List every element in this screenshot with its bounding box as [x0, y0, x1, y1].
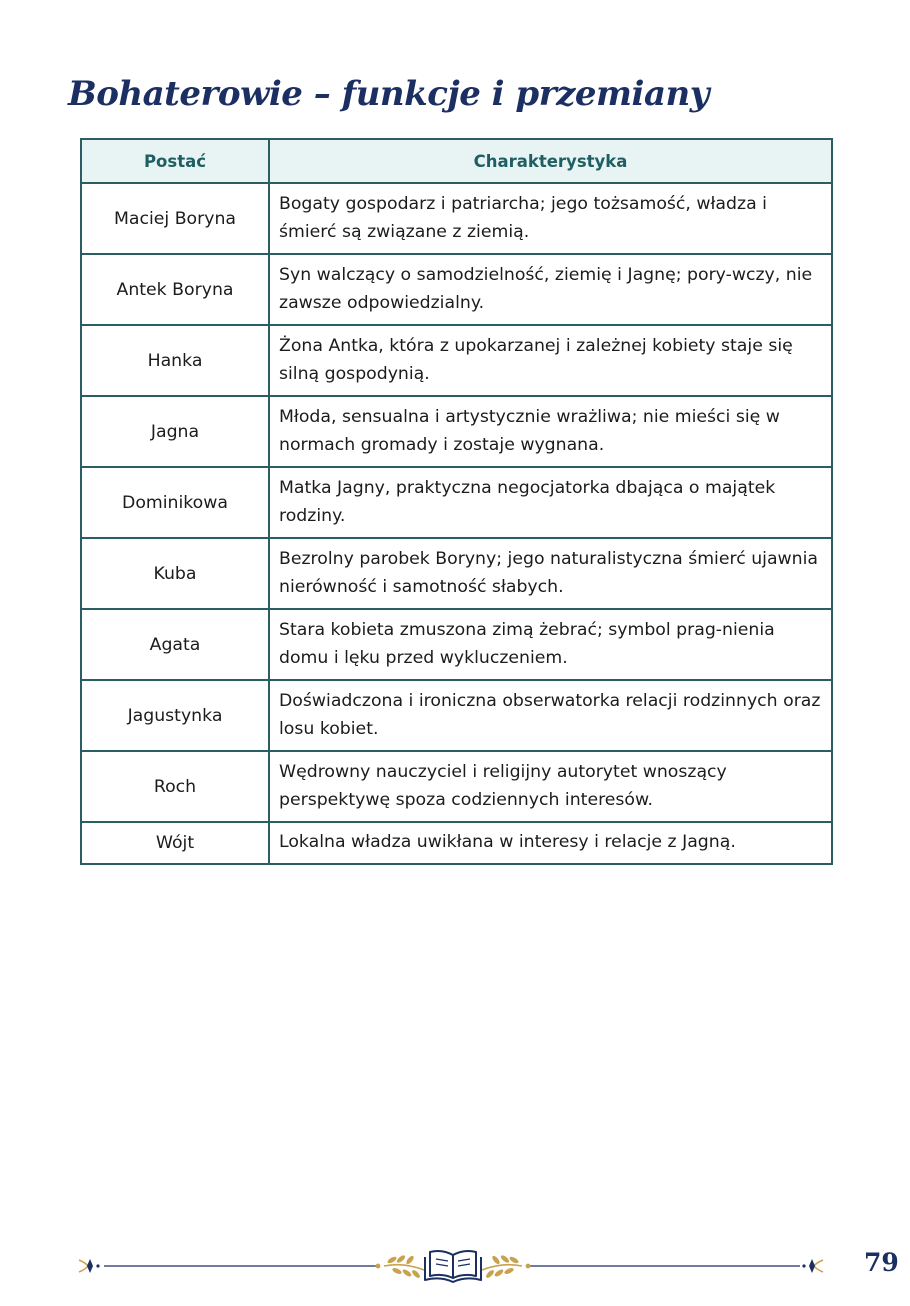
character-name: Roch: [81, 751, 269, 822]
character-description: Matka Jagny, praktyczna negocjatorka dbająca o majątek rodziny.: [269, 467, 832, 538]
table-row: [81, 538, 832, 609]
open-book-icon: [425, 1251, 481, 1282]
page-title: Bohaterowie – funkcje i przemiany: [68, 74, 709, 114]
character-name: Jagna: [81, 396, 269, 467]
table-row: [81, 325, 832, 396]
table-row: [81, 822, 832, 864]
character-name: Maciej Boryna: [81, 183, 269, 254]
character-description: Stara kobieta zmuszona zimą żebrać; symbol prag-nienia domu i lęku przed wykluczeniem.: [269, 609, 832, 680]
character-description: Żona Antka, która z upokarzanej i zależnej kobiety staje się silną gospodynią.: [269, 325, 832, 396]
character-name: Agata: [81, 609, 269, 680]
character-name: Antek Boryna: [81, 254, 269, 325]
character-name: Kuba: [81, 538, 269, 609]
table-header-row: [81, 139, 832, 183]
column-header-description: Charakterystyka: [269, 139, 832, 183]
character-description: Syn walczący o samodzielność, ziemię i Jagnę; pory-wczy, nie zawsze odpowiedzialny.: [269, 254, 832, 325]
flourish-left-icon: [79, 1259, 100, 1273]
character-description: Młoda, sensualna i artystycznie wrażliwa; nie mieści się w normach gromady i zostaje wygnana.: [269, 396, 832, 467]
character-description: Doświadczona i ironiczna obserwatorka relacji rodzinnych oraz losu kobiet.: [269, 680, 832, 751]
character-description: Wędrowny nauczyciel i religijny autorytet wnoszący perspektywę spoza codziennych interesów.: [269, 751, 832, 822]
character-name: Wójt: [81, 822, 269, 864]
character-description: Bezrolny parobek Boryny; jego naturalistyczna śmierć ujawnia nierówność i samotność słabych.: [269, 538, 832, 609]
laurel-left-icon: [384, 1254, 424, 1279]
footer-ornament: [0, 1240, 910, 1290]
table-row: [81, 467, 832, 538]
character-description: Bogaty gospodarz i patriarcha; jego tożsamość, władza i śmierć są związane z ziemią.: [269, 183, 832, 254]
character-description: Lokalna władza uwikłana w interesy i relacje z Jagną.: [269, 822, 832, 864]
table-row: [81, 751, 832, 822]
table-row: [81, 396, 832, 467]
character-name: Dominikowa: [81, 467, 269, 538]
characters-table: [80, 138, 831, 865]
table-row: [81, 254, 832, 325]
character-name: Hanka: [81, 325, 269, 396]
table-row: [81, 680, 832, 751]
table-row: [81, 183, 832, 254]
column-header-character: Postać: [81, 139, 269, 183]
table-row: [81, 609, 832, 680]
page-number: 79: [864, 1248, 899, 1277]
character-name: Jagustynka: [81, 680, 269, 751]
laurel-right-icon: [482, 1254, 522, 1279]
flourish-right-icon: [802, 1259, 823, 1273]
